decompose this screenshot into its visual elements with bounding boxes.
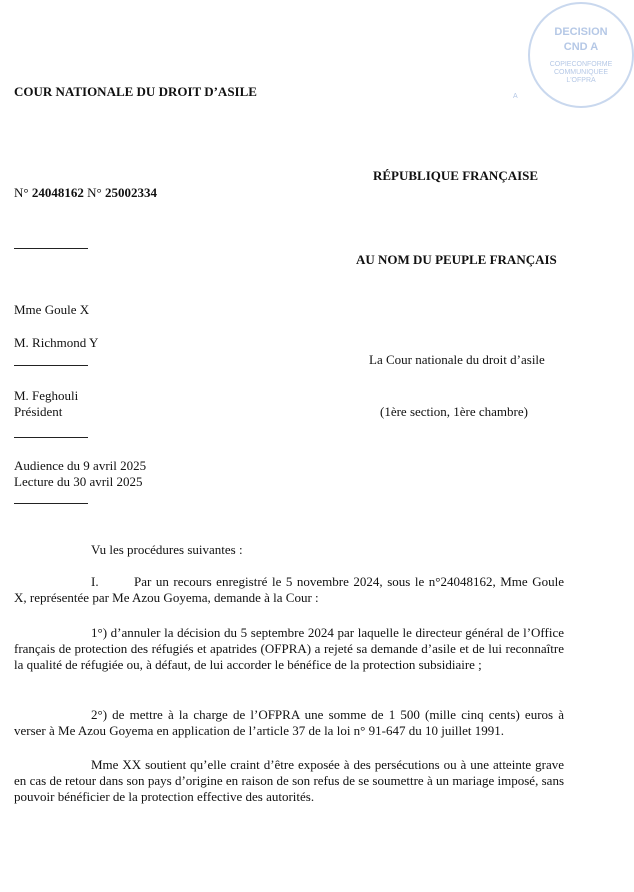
paragraph-2: 1°) d’annuler la décision du 5 septembre 2024 par laquelle le directeur général de l’Office français de protection des réfugiés et apatrides (OFPRA) a rejeté sa demande d’asile et de lui reconnaître la qualité de réfugiée ou, à défaut, de lui accorder le bénéfice de la protection subsidiaire ; (14, 625, 564, 672)
president-name: M. Feghouli (14, 388, 79, 403)
republic-heading: RÉPUBLIQUE FRANÇAISE (373, 168, 539, 183)
paragraph-number: I. (91, 574, 99, 589)
hearing-date: Audience du 9 avril 2025 (14, 458, 147, 473)
stamp-line: L'OFPRA (566, 77, 596, 84)
court-name: La Cour nationale du droit d’asile (369, 352, 545, 367)
divider (14, 248, 88, 249)
divider (14, 437, 88, 438)
case-number-2: 25002334 (104, 185, 157, 200)
people-heading: AU NOM DU PEUPLE FRANÇAIS (356, 252, 557, 267)
case-number-1: 24048162 (31, 185, 84, 200)
applicant-1: Mme Goule X (14, 302, 90, 317)
paragraph-3: 2°) de mettre à la charge de l’OFPRA une somme de 1 500 (mille cinq cents) euros à verser à Me Azou Goyema en application de l’article 37 de la loi n° 91-647 du 10 juillet 1991. (14, 707, 564, 738)
divider (14, 503, 88, 504)
stamp-line: CND A (563, 41, 599, 53)
stamp-mark: A (513, 93, 518, 100)
case-prefix: N° (14, 185, 29, 200)
reading-date: Lecture du 30 avril 2025 (14, 474, 143, 489)
court-section: (1ère section, 1ère chambre) (380, 404, 528, 419)
court-title: COUR NATIONALE DU DROIT D’ASILE (14, 84, 257, 99)
paragraph-4: Mme XX soutient qu’elle craint d’être exposée à des persécutions ou à une atteinte grave en cas de retour dans son pays d’origine en raison de son refus de se soumettre à un mariage imposé, sans pouvoir bénéficier de la protection effective des autorités. (14, 757, 564, 804)
case-prefix: N° (87, 185, 102, 200)
paragraph-1 (14, 574, 564, 606)
president-title: Président (14, 404, 63, 419)
intro-text: Vu les procédures suivantes : (91, 542, 243, 557)
stamp-line: DECISION (554, 26, 608, 38)
divider (14, 365, 88, 366)
stamp-line: COMMUNIQUEE (553, 69, 609, 76)
paragraph-1-text: Par un recours enregistré le 5 novembre 2024, sous le n°24048162, Mme Goule X, représentée par Me Azou Goyema, demande à la Cour : (14, 574, 564, 605)
applicant-2: M. Richmond Y (14, 335, 99, 350)
stamp-line: COPIECONFORME (549, 61, 613, 68)
certification-stamp (528, 2, 634, 108)
case-numbers (14, 185, 157, 201)
